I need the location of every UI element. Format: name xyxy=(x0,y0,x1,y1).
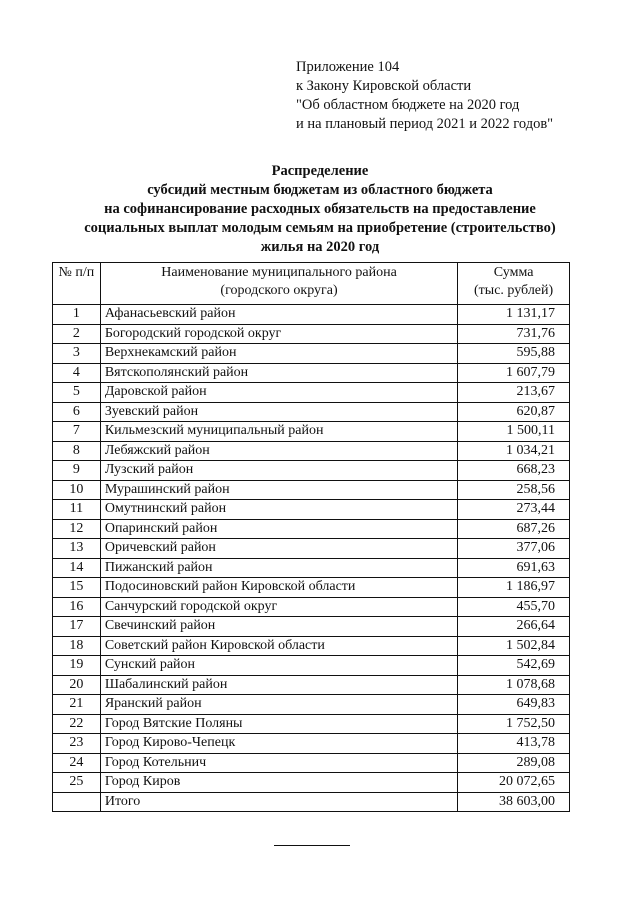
table-row xyxy=(53,636,570,656)
row-number: 10 xyxy=(53,480,101,500)
subsidy-amount: 1 500,11 xyxy=(458,422,570,442)
table-row xyxy=(53,519,570,539)
title-line: субсидий местным бюджетам из областного бюджета xyxy=(147,182,493,198)
subsidy-amount: 731,76 xyxy=(458,324,570,344)
subsidy-amount: 1 752,50 xyxy=(458,714,570,734)
subsidy-amount: 1 034,21 xyxy=(458,441,570,461)
row-number: 23 xyxy=(53,734,101,754)
district-name: Город Котельнич xyxy=(100,753,457,773)
appendix-header xyxy=(296,58,553,134)
subsidy-amount: 413,78 xyxy=(458,734,570,754)
row-number: 2 xyxy=(53,324,101,344)
table-row xyxy=(53,773,570,793)
table-header-row xyxy=(53,263,570,305)
row-number: 17 xyxy=(53,617,101,637)
row-number: 24 xyxy=(53,753,101,773)
subsidy-amount: 668,23 xyxy=(458,461,570,481)
separator-line xyxy=(274,845,350,846)
table-row xyxy=(53,695,570,715)
subsidy-amount: 377,06 xyxy=(458,539,570,559)
header-name-line: (городского округа) xyxy=(220,283,338,298)
row-number: 8 xyxy=(53,441,101,461)
district-name: Город Киров xyxy=(100,773,457,793)
row-number xyxy=(53,792,101,812)
district-name: Мурашинский район xyxy=(100,480,457,500)
row-number: 25 xyxy=(53,773,101,793)
district-name: Опаринский район xyxy=(100,519,457,539)
row-number: 5 xyxy=(53,383,101,403)
row-number: 6 xyxy=(53,402,101,422)
district-name: Шабалинский район xyxy=(100,675,457,695)
table-row xyxy=(53,324,570,344)
subsidy-amount: 595,88 xyxy=(458,344,570,364)
table-row xyxy=(53,617,570,637)
district-name: Советский район Кировской области xyxy=(100,636,457,656)
table-row xyxy=(53,344,570,364)
subsidy-amount: 1 131,17 xyxy=(458,305,570,325)
table-row xyxy=(53,558,570,578)
table-row xyxy=(53,675,570,695)
title-line: социальных выплат молодым семьям на приобретение (строительство) xyxy=(84,220,556,236)
district-name: Богородский городской округ xyxy=(100,324,457,344)
appendix-line: Приложение 104 xyxy=(296,59,400,75)
subsidy-amount: 687,26 xyxy=(458,519,570,539)
table-row xyxy=(53,539,570,559)
table-row xyxy=(53,480,570,500)
subsidy-amount: 273,44 xyxy=(458,500,570,520)
subsidy-amount: 649,83 xyxy=(458,695,570,715)
row-number: 21 xyxy=(53,695,101,715)
row-number: 9 xyxy=(53,461,101,481)
header-num: № п/п xyxy=(53,263,101,305)
subsidy-amount: 1 078,68 xyxy=(458,675,570,695)
row-number: 16 xyxy=(53,597,101,617)
district-name: Сунский район xyxy=(100,656,457,676)
row-number: 1 xyxy=(53,305,101,325)
document-title xyxy=(40,162,600,257)
table-row xyxy=(53,656,570,676)
title-line: жилья на 2020 год xyxy=(260,239,380,255)
district-name: Санчурский городской округ xyxy=(100,597,457,617)
subsidy-amount: 1 607,79 xyxy=(458,363,570,383)
table-row xyxy=(53,441,570,461)
row-number: 22 xyxy=(53,714,101,734)
district-name: Лебяжский район xyxy=(100,441,457,461)
district-name: Зуевский район xyxy=(100,402,457,422)
total-row xyxy=(53,792,570,812)
row-number: 11 xyxy=(53,500,101,520)
district-name: Кильмезский муниципальный район xyxy=(100,422,457,442)
table-row xyxy=(53,734,570,754)
table-row xyxy=(53,461,570,481)
subsidy-amount: 38 603,00 xyxy=(458,792,570,812)
subsidy-amount: 266,64 xyxy=(458,617,570,637)
subsidy-amount: 1 502,84 xyxy=(458,636,570,656)
row-number: 14 xyxy=(53,558,101,578)
district-name: Город Кирово-Чепецк xyxy=(100,734,457,754)
district-name: Афанасьевский район xyxy=(100,305,457,325)
row-number: 7 xyxy=(53,422,101,442)
district-name: Вятскополянский район xyxy=(100,363,457,383)
subsidy-table xyxy=(52,262,570,812)
table-row xyxy=(53,305,570,325)
district-name: Свечинский район xyxy=(100,617,457,637)
table-row xyxy=(53,363,570,383)
row-number: 15 xyxy=(53,578,101,598)
row-number: 19 xyxy=(53,656,101,676)
header-name xyxy=(100,263,457,305)
subsidy-amount: 1 186,97 xyxy=(458,578,570,598)
district-name: Город Вятские Поляны xyxy=(100,714,457,734)
district-name: Оричевский район xyxy=(100,539,457,559)
appendix-line: к Закону Кировской области xyxy=(296,78,472,94)
header-sum xyxy=(458,263,570,305)
district-name: Подосиновский район Кировской области xyxy=(100,578,457,598)
appendix-line: "Об областном бюджете на 2020 год xyxy=(296,97,520,113)
subsidy-amount: 691,63 xyxy=(458,558,570,578)
row-number: 18 xyxy=(53,636,101,656)
district-name: Лузский район xyxy=(100,461,457,481)
district-name: Итого xyxy=(100,792,457,812)
table-row xyxy=(53,402,570,422)
header-sum-line: Сумма xyxy=(493,265,534,280)
table-row xyxy=(53,383,570,403)
district-name: Верхнекамский район xyxy=(100,344,457,364)
row-number: 13 xyxy=(53,539,101,559)
district-name: Яранский район xyxy=(100,695,457,715)
table-row xyxy=(53,422,570,442)
subsidy-amount: 542,69 xyxy=(458,656,570,676)
row-number: 20 xyxy=(53,675,101,695)
district-name: Пижанский район xyxy=(100,558,457,578)
table-row xyxy=(53,597,570,617)
table-row xyxy=(53,500,570,520)
row-number: 4 xyxy=(53,363,101,383)
subsidy-amount: 289,08 xyxy=(458,753,570,773)
title-line: на софинансирование расходных обязательств на предоставление xyxy=(104,201,536,217)
district-name: Омутнинский район xyxy=(100,500,457,520)
subsidy-amount: 620,87 xyxy=(458,402,570,422)
subsidy-amount: 258,56 xyxy=(458,480,570,500)
row-number: 3 xyxy=(53,344,101,364)
subsidy-amount: 213,67 xyxy=(458,383,570,403)
subsidy-amount: 20 072,65 xyxy=(458,773,570,793)
district-name: Даровской район xyxy=(100,383,457,403)
header-sum-line: (тыс. рублей) xyxy=(474,283,554,298)
header-name-line: Наименование муниципального района xyxy=(161,265,397,280)
table-row xyxy=(53,753,570,773)
subsidy-amount: 455,70 xyxy=(458,597,570,617)
appendix-line: и на плановый период 2021 и 2022 годов" xyxy=(296,116,554,132)
row-number: 12 xyxy=(53,519,101,539)
title-line: Распределение xyxy=(271,163,369,179)
table-row xyxy=(53,578,570,598)
table-row xyxy=(53,714,570,734)
